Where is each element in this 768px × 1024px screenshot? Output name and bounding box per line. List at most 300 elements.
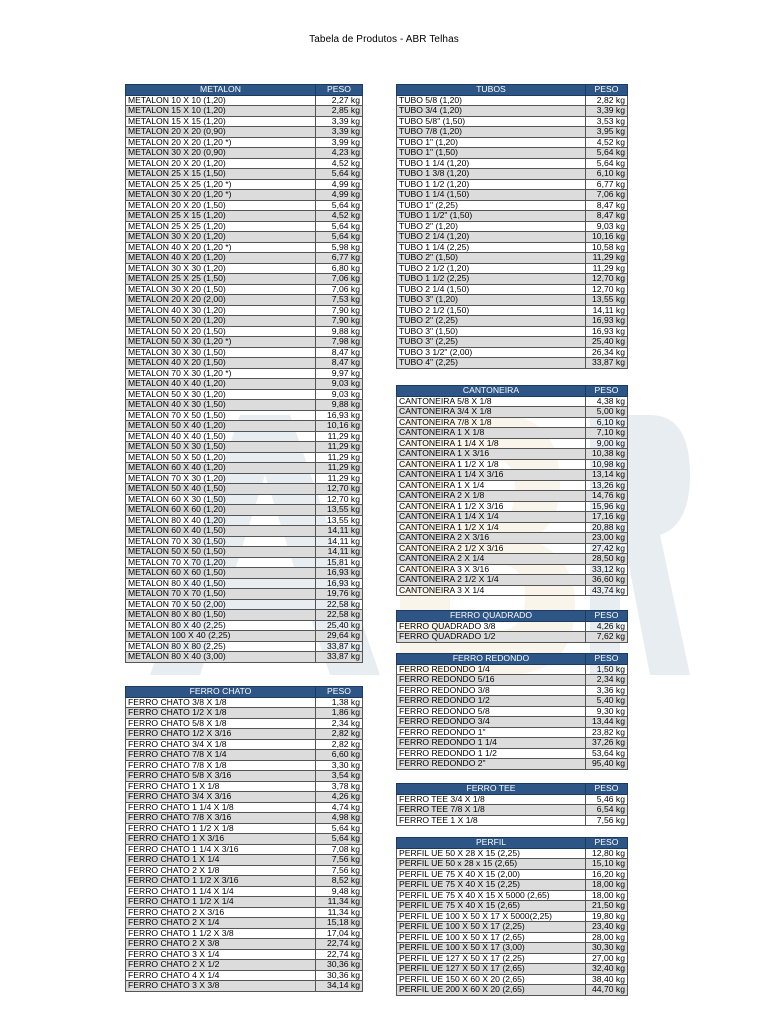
product-name: TUBO 1" (1,50)	[397, 148, 586, 159]
product-weight: 5,46 kg	[586, 794, 628, 805]
product-weight: 5,64 kg	[586, 148, 628, 159]
product-weight: 11,34 kg	[316, 907, 363, 918]
table-row	[126, 116, 363, 127]
product-name: METALON 80 X 40 (1,50)	[126, 578, 316, 589]
product-name: METALON 60 X 60 (1,20)	[126, 505, 316, 516]
table-row	[397, 158, 628, 169]
product-name: CANTONEIRA 1 X 3/16	[397, 449, 586, 460]
product-weight: 10,58 kg	[586, 242, 628, 253]
product-name: FERRO CHATO 7/8 X 3/16	[126, 813, 316, 824]
product-name: METALON 25 X 25 (1,20 *)	[126, 179, 316, 190]
product-name: CANTONEIRA 1 1/4 X 3/16	[397, 470, 586, 481]
table-row	[397, 575, 628, 586]
table-row	[126, 760, 363, 771]
product-name: PERFIL UE 200 X 60 X 20 (2,65)	[397, 985, 586, 996]
table-row	[126, 802, 363, 813]
product-weight: 2,34 kg	[316, 718, 363, 729]
product-weight: 30,36 kg	[316, 970, 363, 981]
product-weight: 14,11 kg	[316, 526, 363, 537]
product-weight: 10,16 kg	[316, 421, 363, 432]
product-weight: 21,50 kg	[586, 901, 628, 912]
product-weight: 4,99 kg	[316, 179, 363, 190]
product-name: CANTONEIRA 2 1/2 X 3/16	[397, 543, 586, 554]
product-weight: 4,52 kg	[586, 137, 628, 148]
product-name: TUBO 5/8 (1,20)	[397, 95, 586, 106]
table-row	[126, 284, 363, 295]
table-row	[126, 190, 363, 201]
product-weight: 7,90 kg	[316, 316, 363, 327]
product-name: TUBO 1 1/4 (2,25)	[397, 242, 586, 253]
table-row	[397, 449, 628, 460]
product-name: FERRO CHATO 2 X 3/8	[126, 939, 316, 950]
product-weight: 8,52 kg	[316, 876, 363, 887]
table-row	[126, 379, 363, 390]
product-name: CANTONEIRA 3/4 X 1/8	[397, 407, 586, 418]
table-row	[126, 697, 363, 708]
table-row	[126, 263, 363, 274]
product-weight: 18,00 kg	[586, 890, 628, 901]
table-row	[126, 526, 363, 537]
product-name: METALON 60 X 30 (1,50)	[126, 494, 316, 505]
table-row	[126, 305, 363, 316]
table-row	[126, 410, 363, 421]
product-weight: 18,00 kg	[586, 880, 628, 891]
product-name: METALON 40 X 20 (1,20)	[126, 253, 316, 264]
table-row	[397, 901, 628, 912]
table-row	[397, 794, 628, 805]
product-weight: 6,54 kg	[586, 805, 628, 816]
table-row	[397, 543, 628, 554]
product-name: TUBO 1 1/2" (1,50)	[397, 211, 586, 222]
product-name: FERRO CHATO 1 1/4 X 3/16	[126, 844, 316, 855]
product-weight: 8,47 kg	[316, 358, 363, 369]
product-name: FERRO CHATO 3 X 1/4	[126, 949, 316, 960]
product-weight: 7,06 kg	[586, 190, 628, 201]
product-weight: 23,40 kg	[586, 922, 628, 933]
product-weight: 11,29 kg	[316, 473, 363, 484]
table-row	[126, 652, 363, 663]
product-name: CANTONEIRA 3 X 3/16	[397, 564, 586, 575]
product-name: METALON 40 X 30 (1,50)	[126, 400, 316, 411]
table-row	[397, 533, 628, 544]
product-name: PERFIL UE 50 x 28 x 15 (2,65)	[397, 859, 586, 870]
table-row	[126, 95, 363, 106]
table-row	[126, 813, 363, 824]
table-row	[397, 564, 628, 575]
table-row	[397, 200, 628, 211]
ferro-tee-header: FERRO TEE	[397, 784, 586, 795]
product-weight: 3,39 kg	[316, 127, 363, 138]
product-weight: 16,20 kg	[586, 869, 628, 880]
product-name: FERRO CHATO 1 X 1/4	[126, 855, 316, 866]
product-name: FERRO CHATO 1 1/2 X 3/16	[126, 876, 316, 887]
table-row	[397, 859, 628, 870]
table-row	[126, 169, 363, 180]
product-name: TUBO 1 1/2 (2,25)	[397, 274, 586, 285]
table-row	[126, 729, 363, 740]
table-row	[397, 347, 628, 358]
table-row	[126, 897, 363, 908]
product-weight: 7,06 kg	[316, 284, 363, 295]
product-name: PERFIL UE 75 X 40 X 15 (2,65)	[397, 901, 586, 912]
product-weight: 3,54 kg	[316, 771, 363, 782]
product-name: METALON 25 X 25 (1,50)	[126, 274, 316, 285]
product-weight: 15,81 kg	[316, 557, 363, 568]
product-weight: 4,38 kg	[586, 396, 628, 407]
table-row	[397, 696, 628, 707]
table-row	[126, 337, 363, 348]
product-name: PERFIL UE 75 X 40 X 15 X 5000 (2,65)	[397, 890, 586, 901]
product-weight: 16,93 kg	[316, 568, 363, 579]
product-name: METALON 80 X 40 (1,20)	[126, 515, 316, 526]
table-row	[126, 907, 363, 918]
metalon-header: METALON	[126, 85, 316, 96]
table-row	[126, 981, 363, 992]
table-row	[397, 664, 628, 675]
product-weight: 11,29 kg	[316, 442, 363, 453]
table-row	[397, 417, 628, 428]
product-name: METALON 40 X 20 (1,20 *)	[126, 242, 316, 253]
table-row	[126, 274, 363, 285]
table-row	[126, 886, 363, 897]
product-weight: 7,56 kg	[316, 865, 363, 876]
product-name: FERRO REDONDO 5/16	[397, 675, 586, 686]
table-row	[397, 407, 628, 418]
table-row	[126, 578, 363, 589]
product-name: METALON 20 X 20 (0,90)	[126, 127, 316, 138]
product-name: FERRO CHATO 1/2 X 3/16	[126, 729, 316, 740]
product-name: PERFIL UE 127 X 50 X 17 (2,25)	[397, 953, 586, 964]
ferro-redondo-header: FERRO REDONDO	[397, 654, 586, 665]
table-row	[126, 389, 363, 400]
product-weight: 9,30 kg	[586, 706, 628, 717]
product-weight: 10,38 kg	[586, 449, 628, 460]
product-weight: 5,64 kg	[316, 200, 363, 211]
product-name: CANTONEIRA 7/8 X 1/8	[397, 417, 586, 428]
product-name: METALON 70 X 50 (2,00)	[126, 599, 316, 610]
product-name: METALON 40 X 40 (1,50)	[126, 431, 316, 442]
product-name: CANTONEIRA 2 X 1/8	[397, 491, 586, 502]
table-row	[126, 557, 363, 568]
product-name: PERFIL UE 100 X 50 X 17 (2,25)	[397, 922, 586, 933]
product-weight: 5,64 kg	[316, 823, 363, 834]
product-name: PERFIL UE 100 X 50 X 17 X 5000(2,25)	[397, 911, 586, 922]
product-weight: 4,52 kg	[316, 211, 363, 222]
product-name: FERRO CHATO 1 1/4 X 1/4	[126, 886, 316, 897]
product-name: METALON 70 X 30 (1,50)	[126, 536, 316, 547]
table-row	[126, 823, 363, 834]
product-name: METALON 10 X 10 (1,20)	[126, 95, 316, 106]
product-name: TUBO 2" (2,25)	[397, 316, 586, 327]
table-row	[397, 232, 628, 243]
product-name: METALON 50 X 50 (1,50)	[126, 547, 316, 558]
product-name: CANTONEIRA 1 1/4 X 1/4	[397, 512, 586, 523]
product-name: FERRO TEE 1 X 1/8	[397, 815, 586, 826]
table-row	[397, 522, 628, 533]
product-weight: 16,93 kg	[316, 578, 363, 589]
table-row	[126, 316, 363, 327]
product-weight: 13,26 kg	[586, 480, 628, 491]
product-weight: 5,64 kg	[586, 158, 628, 169]
product-name: FERRO QUADRADO 3/8	[397, 621, 586, 632]
product-name: METALON 30 X 20 (1,20 *)	[126, 190, 316, 201]
product-weight: 4,52 kg	[316, 158, 363, 169]
product-weight: 8,47 kg	[586, 211, 628, 222]
product-name: FERRO REDONDO 1/2	[397, 696, 586, 707]
product-weight: 15,96 kg	[586, 501, 628, 512]
product-weight: 22,58 kg	[316, 610, 363, 621]
product-name: FERRO CHATO 1 1/2 X 1/8	[126, 823, 316, 834]
product-name: FERRO REDONDO 1 1/2	[397, 748, 586, 759]
product-weight: 4,98 kg	[316, 813, 363, 824]
product-name: METALON 30 X 30 (1,50)	[126, 347, 316, 358]
product-weight: 17,04 kg	[316, 928, 363, 939]
product-name: PERFIL UE 150 X 60 X 20 (2,65)	[397, 974, 586, 985]
product-name: FERRO CHATO 2 X 1/8	[126, 865, 316, 876]
product-name: FERRO CHATO 1 1/4 X 1/8	[126, 802, 316, 813]
product-name: METALON 25 X 15 (1,20)	[126, 211, 316, 222]
product-name: CANTONEIRA 1 1/2 X 1/8	[397, 459, 586, 470]
product-weight: 5,98 kg	[316, 242, 363, 253]
product-name: METALON 80 X 40 (3,00)	[126, 652, 316, 663]
table-row	[126, 211, 363, 222]
product-weight: 9,88 kg	[316, 400, 363, 411]
tubos-header: TUBOS	[397, 85, 586, 96]
table-row	[126, 431, 363, 442]
product-weight: 28,00 kg	[586, 932, 628, 943]
product-name: FERRO CHATO 3/8 X 1/8	[126, 697, 316, 708]
product-weight: 6,77 kg	[316, 253, 363, 264]
ferro-chato-weight-header: PESO	[316, 687, 363, 698]
product-name: FERRO REDONDO 1/4	[397, 664, 586, 675]
product-name: FERRO CHATO 5/8 X 1/8	[126, 718, 316, 729]
table-row	[397, 621, 628, 632]
table-row	[126, 200, 363, 211]
product-name: CANTONEIRA 1 X 1/8	[397, 428, 586, 439]
product-weight: 3,53 kg	[586, 116, 628, 127]
table-row	[126, 347, 363, 358]
table-row	[126, 515, 363, 526]
product-weight: 5,64 kg	[316, 232, 363, 243]
product-weight: 33,12 kg	[586, 564, 628, 575]
product-weight: 15,10 kg	[586, 859, 628, 870]
table-row	[397, 295, 628, 306]
table-row	[397, 127, 628, 138]
product-name: TUBO 2 1/2 (1,50)	[397, 305, 586, 316]
product-name: METALON 20 X 20 (1,20 *)	[126, 137, 316, 148]
product-weight: 12,70 kg	[586, 274, 628, 285]
product-weight: 3,30 kg	[316, 760, 363, 771]
product-weight: 25,40 kg	[586, 337, 628, 348]
table-row	[397, 305, 628, 316]
table-row	[397, 358, 628, 369]
table-row	[126, 631, 363, 642]
product-name: CANTONEIRA 2 1/2 X 1/4	[397, 575, 586, 586]
product-weight: 14,11 kg	[316, 536, 363, 547]
product-weight: 14,11 kg	[586, 305, 628, 316]
table-row	[126, 599, 363, 610]
product-weight: 5,64 kg	[316, 221, 363, 232]
table-row	[397, 974, 628, 985]
product-weight: 6,77 kg	[586, 179, 628, 190]
product-name: METALON 25 X 25 (1,20)	[126, 221, 316, 232]
product-weight: 9,97 kg	[316, 368, 363, 379]
table-row	[126, 718, 363, 729]
product-weight: 9,03 kg	[586, 221, 628, 232]
product-name: PERFIL UE 50 X 28 X 15 (2,25)	[397, 848, 586, 859]
product-name: METALON 70 X 30 (1,20)	[126, 473, 316, 484]
table-row	[397, 106, 628, 117]
product-weight: 2,34 kg	[586, 675, 628, 686]
table-row	[126, 771, 363, 782]
product-name: FERRO CHATO 1 1/2 X 1/4	[126, 897, 316, 908]
product-weight: 11,29 kg	[316, 463, 363, 474]
table-row	[397, 869, 628, 880]
product-weight: 22,58 kg	[316, 599, 363, 610]
product-name: METALON 30 X 30 (1,20)	[126, 263, 316, 274]
product-weight: 16,93 kg	[316, 410, 363, 421]
table-row	[397, 148, 628, 159]
product-name: METALON 70 X 70 (1,50)	[126, 589, 316, 600]
product-name: METALON 20 X 20 (1,20)	[126, 158, 316, 169]
product-name: PERFIL UE 75 X 40 X 15 (2,00)	[397, 869, 586, 880]
product-weight: 4,26 kg	[316, 792, 363, 803]
table-row	[397, 512, 628, 523]
table-row	[397, 727, 628, 738]
product-name: METALON 80 X 40 (2,25)	[126, 620, 316, 631]
product-weight: 13,55 kg	[586, 295, 628, 306]
product-weight: 9,88 kg	[316, 326, 363, 337]
product-weight: 26,34 kg	[586, 347, 628, 358]
product-name: METALON 40 X 40 (1,20)	[126, 379, 316, 390]
product-weight: 3,95 kg	[586, 127, 628, 138]
product-weight: 7,62 kg	[586, 632, 628, 643]
product-name: METALON 50 X 30 (1,50)	[126, 442, 316, 453]
table-row	[397, 428, 628, 439]
ferro-redondo-weight-header: PESO	[586, 654, 628, 665]
product-name: PERFIL UE 127 X 50 X 17 (2,65)	[397, 964, 586, 975]
product-name: TUBO 3 1/2" (2,00)	[397, 347, 586, 358]
product-name: METALON 50 X 50 (1,20)	[126, 452, 316, 463]
product-name: FERRO CHATO 5/8 X 3/16	[126, 771, 316, 782]
table-row	[397, 554, 628, 565]
product-name: FERRO CHATO 1 X 1/8	[126, 781, 316, 792]
table-row	[126, 781, 363, 792]
product-weight: 9,03 kg	[316, 389, 363, 400]
table-row	[397, 491, 628, 502]
table-row	[397, 748, 628, 759]
product-weight: 7,08 kg	[316, 844, 363, 855]
product-weight: 3,39 kg	[586, 106, 628, 117]
product-weight: 14,11 kg	[316, 547, 363, 558]
product-name: TUBO 3" (2,25)	[397, 337, 586, 348]
product-name: METALON 70 X 30 (1,20 *)	[126, 368, 316, 379]
product-weight: 11,29 kg	[586, 253, 628, 264]
product-weight: 28,50 kg	[586, 554, 628, 565]
product-name: METALON 80 X 80 (2,25)	[126, 641, 316, 652]
product-name: METALON 70 X 70 (1,20)	[126, 557, 316, 568]
product-weight: 9,03 kg	[316, 379, 363, 390]
product-weight: 4,99 kg	[316, 190, 363, 201]
table-row	[397, 880, 628, 891]
table-row	[126, 547, 363, 558]
product-weight: 34,14 kg	[316, 981, 363, 992]
table-row	[126, 865, 363, 876]
ferro-quadrado-weight-header: PESO	[586, 611, 628, 622]
table-row	[397, 480, 628, 491]
product-weight: 13,44 kg	[586, 717, 628, 728]
table-row	[397, 985, 628, 996]
product-weight: 3,78 kg	[316, 781, 363, 792]
table-row	[126, 589, 363, 600]
product-name: CANTONEIRA 2 X 1/4	[397, 554, 586, 565]
ferro-quadrado-table	[396, 610, 628, 643]
product-name: METALON 60 X 40 (1,50)	[126, 526, 316, 537]
table-row	[397, 805, 628, 816]
product-weight: 2,82 kg	[316, 729, 363, 740]
product-name: TUBO 2 1/4 (1,50)	[397, 284, 586, 295]
table-row	[126, 253, 363, 264]
product-weight: 10,98 kg	[586, 459, 628, 470]
table-row	[397, 221, 628, 232]
product-weight: 13,55 kg	[316, 505, 363, 516]
product-weight: 6,80 kg	[316, 263, 363, 274]
table-row	[397, 470, 628, 481]
product-name: TUBO 5/8" (1,50)	[397, 116, 586, 127]
table-row	[126, 452, 363, 463]
product-weight: 22,74 kg	[316, 939, 363, 950]
product-weight: 5,64 kg	[316, 169, 363, 180]
table-row	[397, 632, 628, 643]
product-weight: 44,70 kg	[586, 985, 628, 996]
product-weight: 14,76 kg	[586, 491, 628, 502]
table-row	[397, 137, 628, 148]
product-name: FERRO REDONDO 3/8	[397, 685, 586, 696]
table-row	[126, 494, 363, 505]
product-weight: 1,38 kg	[316, 697, 363, 708]
product-name: METALON 15 X 10 (1,20)	[126, 106, 316, 117]
product-name: METALON 50 X 40 (1,20)	[126, 421, 316, 432]
product-name: CANTONEIRA 1 1/4 X 1/8	[397, 438, 586, 449]
table-row	[397, 932, 628, 943]
product-name: METALON 20 X 20 (1,50)	[126, 200, 316, 211]
table-row	[397, 263, 628, 274]
table-row	[126, 221, 363, 232]
product-weight: 8,47 kg	[316, 347, 363, 358]
product-weight: 4,23 kg	[316, 148, 363, 159]
product-weight: 5,64 kg	[316, 834, 363, 845]
product-name: METALON 30 X 20 (1,20)	[126, 232, 316, 243]
table-row	[397, 911, 628, 922]
table-row	[397, 253, 628, 264]
table-row	[397, 585, 628, 596]
product-name: FERRO CHATO 3/4 X 1/8	[126, 739, 316, 750]
product-name: TUBO 7/8 (1,20)	[397, 127, 586, 138]
product-weight: 37,26 kg	[586, 738, 628, 749]
product-weight: 27,42 kg	[586, 543, 628, 554]
product-weight: 15,18 kg	[316, 918, 363, 929]
product-name: TUBO 4" (2,25)	[397, 358, 586, 369]
product-name: CANTONEIRA 1 1/2 X 3/16	[397, 501, 586, 512]
table-row	[397, 759, 628, 770]
product-weight: 7,56 kg	[316, 855, 363, 866]
table-row	[126, 918, 363, 929]
tubos-weight-header: PESO	[586, 85, 628, 96]
product-name: TUBO 1" (2,25)	[397, 200, 586, 211]
table-row	[397, 964, 628, 975]
product-name: FERRO REDONDO 1 1/4	[397, 738, 586, 749]
product-weight: 29,64 kg	[316, 631, 363, 642]
